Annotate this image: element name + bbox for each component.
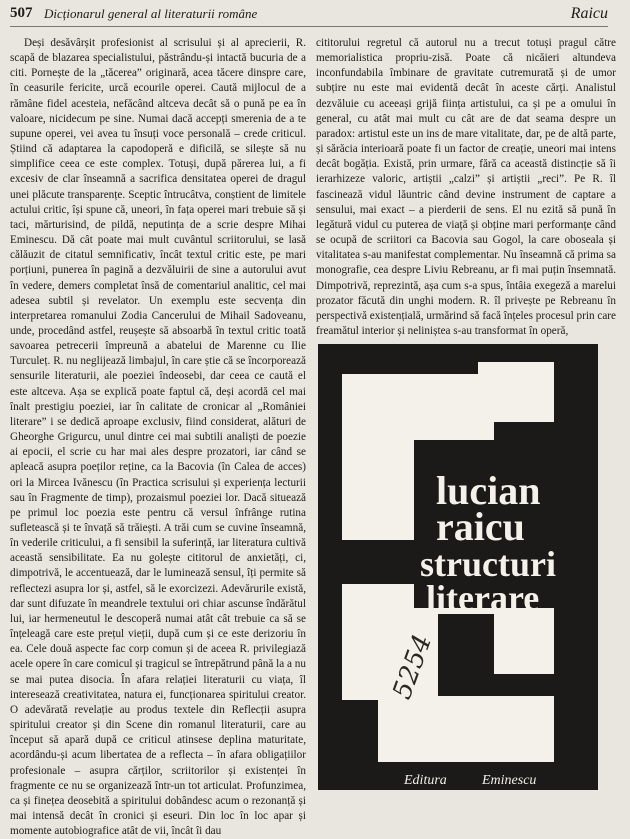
page-number: 507: [10, 5, 33, 21]
cover-handwritten-mark: 5254: [387, 630, 439, 704]
running-header: [10, 4, 608, 27]
cover-publisher-word1: Editura: [404, 773, 447, 788]
right-column: [316, 36, 616, 336]
cover-title-line1: structuri: [420, 544, 556, 584]
book-cover-art: [318, 344, 598, 790]
cover-publisher-word2: Eminescu: [482, 773, 537, 788]
left-column: [10, 36, 306, 838]
cover-author-last: raicu: [436, 504, 525, 549]
running-title: Dicționarul general al literaturii române: [44, 6, 258, 21]
running-head: Raicu: [570, 5, 608, 22]
cover-title-line2: literare: [426, 578, 540, 618]
cover-author-first: lucian: [436, 468, 541, 513]
book-cover-image: [318, 344, 598, 790]
left-paragraph: Deși desăvârșit profesionist al scrisului și al aprecierii, R. scapă de blazarea specialistului, păstrându-și intactă bucuria de a citi. Pornește de la „tăcerea” originară, acea tăcere dinspre care, în ceasurile fericite, urcă ecourile operei. Caută mijlocul de a rămâne fidel acesteia, nefăcând altceva decât să o pună pe ea în valoare, nicidecum pe sine. Numai dacă accepți smerenia de a te supune operei, vei avea tu însuți voce personală – crede criticul. Știind că adaptarea la capodoperă e dificilă, se silește să nu simplifice ceea ce este complex. Totuși, după părerea lui, a fi excesiv de clar înseamnă a sacrifica densitatea operei de dragul unei plăcute transparențe. Sceptic întrucâtva, conștient de limitele actului critic, își spune că, uneori, în fața operei mari trebuie să și taci, mărturisind, de pildă, neputința de a scrie despre Mihai Eminescu. Dă cât poate mai mult cuvântul scriitorului, se lasă călăuzit de citatul semnificativ, încât textul critic este, pe mari porțiuni, punerea în pagină a dezvăluirii de sine a autorului avut în vedere, demers completat însă de comentariul analitic, cel mai adesea subtil și revelator. Un exemplu este secvența din interpretarea romanului Zodia Cancerului de Mihail Sadoveanu, unde, procedând astfel, reușește să absoarbă în textul critic toată savoarea petrecerii împreună a abatelui de Marenne cu Ilie Turculeț. R. nu neglijează limbajul, în care știe că se încorporează sensurile literaturii, ale poeziei îndeosebi, dar ceea ce caută el este altceva. Așa se explică poate faptul că, deși acordă cel mai înalt prestigiu poeziei, iar în calitate de cronicar al „României literare” i se dedică aproape exclusiv, fiind considerat, alături de Gheorghe Grigurcu, unul dintre cei mai subtili analiști de poezie ai epocii, el scrie cu har mai ales despre prozatori, iar când se apleacă asupra poeților reține, ca la Bacovia (în Calea de acces) ori la Mircea Ivănescu (în Practica scrisului și experiența lecturii sau în Fragmente de timp), prozaismul poeziei lor. Dacă situează pe primul loc poezia este pentru că versul înfrânge rutina sufletească și te învață să trăiești. A trăi cum se cuvine înseamnă, în vederile criticului, a fi sensibil la suferință, iar literatura cultivă această sensibilitate. Ea nu golește cititorul de anxietăți, ci, dimpotrivă, le accentuează, dar le luminează sensul, îți permite să reflectezi asupra lor și, astfel, să le exorcizezi. Adevărurile există, dar sunt difuzate în meandrele textului ori chiar ascunse îndărătul lui, iar hermeneutul le descoperă numai atât cât trebuie ca să se înțeleagă care este prețul vieții, după cum și ce este derizoriu în ea. Cele două aspecte fac corp comun și de aceea R. privilegiază acele opere în care comicul și tragicul se întrepătrund până la a nu se mai putea disocia. În afara relației literaturii cu viața, îl interesează creativitatea, natura ei, funcționarea spiritului creator. O adevărată revelație au produs textele din Reflecții asupra spiritului creator și din Scene din romanul literaturii, care au început să apară după ce criticul atinsese deplina maturitate, acordându-și acum libertatea de a reflecta – în afara obligațiilor profesionale – asupra cărților, scriitorilor și existenței în fragmente ce nu se organizează într-un tot articulat. Profunzimea, ca și finețea deosebită a spiritului dobândesc acum o rezonanță și mai intensă decât în cronici și eseuri. Din loc în loc apar și momente autobiografice atât de vii, încât îi dau: [10, 37, 306, 838]
cover-graphic-bar: [342, 374, 390, 504]
cover-footer: [318, 764, 598, 790]
right-paragraph: cititorului regretul că autorul nu a trecut totuși pragul către memorialistica propriu-zisă. Poate că nicăieri altundeva inconfundabila îmbinare de gravitate cutremurată și de umor subțire nu este mai evidentă decât în aceste cărți. Analistul dezvăluie cu aceeași grijă ființa artistului, ca și pe a omului în general, cu atât mai mult cu cât are de dat seama despre un paradox: artistul este un ins de mare vitalitate, dar, pe de altă parte, și sărăcia interioară poate fi un factor de creație, uneori mai intens decât bogăția. Există, prin urmare, fără ca această distincție să îi ierarhizeze valoric, artiștii „calzi” și artiștii „reci”. Pe R. îl fascinează vidul lăuntric când devine instrument de captare a sensului, mai exact – a pierderii de sens. El nu ezită să pună în legătură vidul cu puterea de viață și obține mari performanțe când se ocupă de scriitori ca Bacovia sau Gogol, la care oboseala și vitalitatea s-au manifestat complementar. Nu înseamnă că prima sa monografie, cea despre Liviu Rebreanu, ar fi mai puțin însemnată. Dimpotrivă, reprezintă, așa cum s-a spus, întâia exegeză a marelui prozator făcută din unghi modern. R. îl privește pe Rebreanu în perspectivă existențială, urmărind să facă înțeles procesul prin care freamătul interior și neliniștea s-au transformat în operă,: [316, 37, 616, 337]
